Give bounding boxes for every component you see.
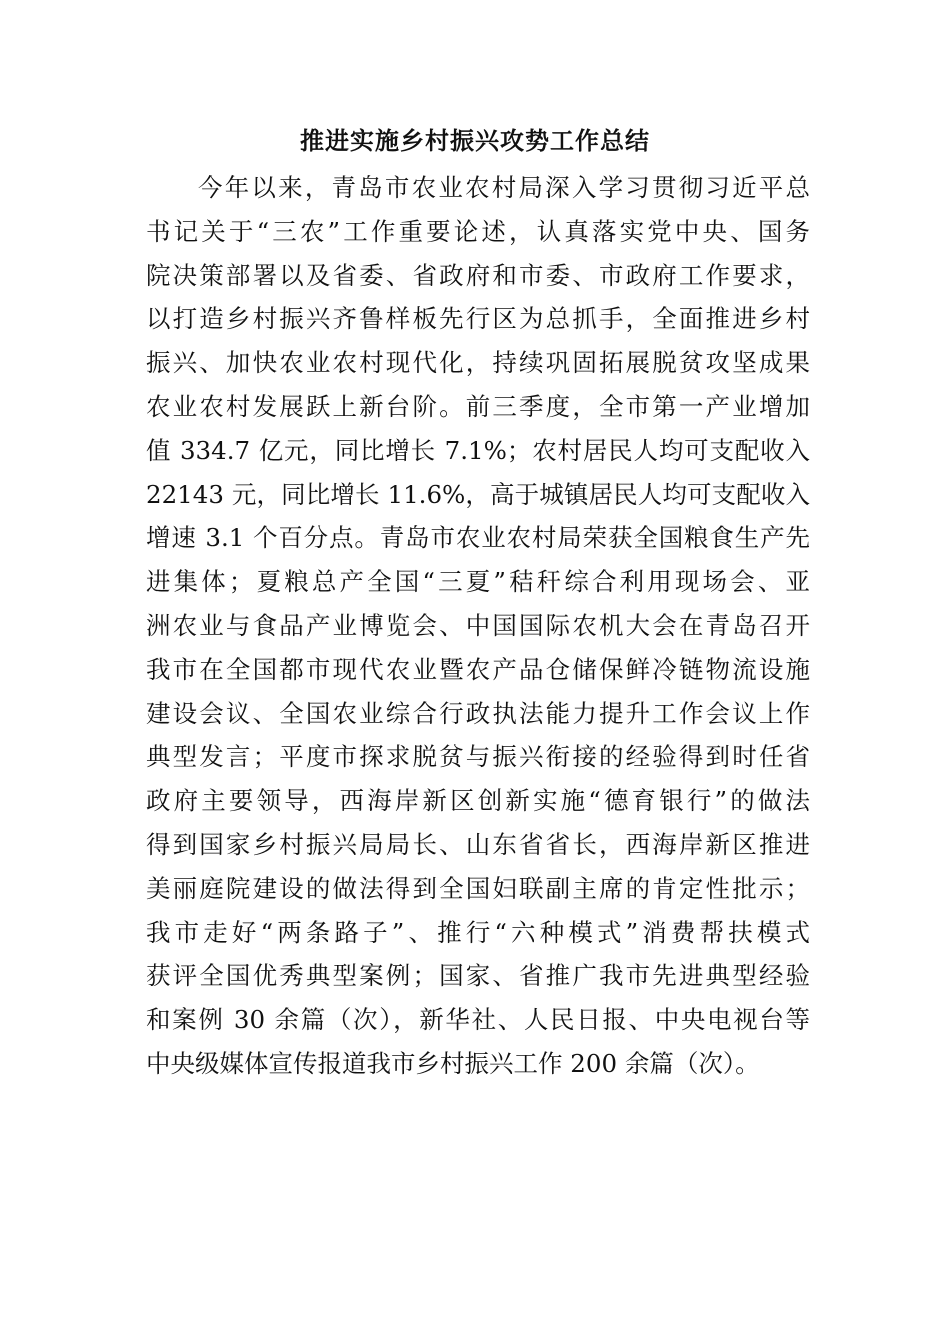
body-line: 以打造乡村振兴齐鲁样板先行区为总抓手，全面推进乡村 (146, 304, 810, 334)
body-line: 我市在全国都市现代农业暨农产品仓储保鲜冷链物流设施 (146, 654, 810, 684)
body-line: 和案例 30 余篇（次），新华社、人民日报、中央电视台等 (146, 1005, 810, 1035)
body-line: 今年以来，青岛市农业农村局深入学习贯彻习近平总 (198, 173, 810, 202)
body-line: 政府主要领导，西海岸新区创新实施“德育银行”的做法 (146, 786, 810, 816)
document-title: 推进实施乡村振兴攻势工作总结 (300, 127, 650, 155)
body-line: 增速 3.1 个百分点。青岛市农业农村局荣获全国粮食生产先 (146, 523, 810, 553)
body-line: 值 334.7 亿元，同比增长 7.1%；农村居民人均可支配收入 (146, 435, 810, 465)
body-line: 得到国家乡村振兴局局长、山东省省长，西海岸新区推进 (146, 829, 810, 859)
document-body (146, 166, 810, 1086)
body-line: 获评全国优秀典型案例；国家、省推广我市先进典型经验 (146, 961, 810, 991)
body-line: 振兴、加快农业农村现代化，持续巩固拓展脱贫攻坚成果 (146, 348, 810, 378)
body-line: 农业农村发展跃上新台阶。前三季度，全市第一产业增加 (146, 391, 810, 421)
body-line: 中央级媒体宣传报道我市乡村振兴工作 200 余篇（次）。 (146, 1048, 760, 1078)
body-line: 洲农业与食品产业博览会、中国国际农机大会在青岛召开 (146, 610, 810, 640)
body-line: 美丽庭院建设的做法得到全国妇联副主席的肯定性批示； (146, 873, 810, 903)
body-line: 进集体；夏粮总产全国“三夏”秸秆综合利用现场会、亚 (146, 567, 810, 597)
body-line: 22143 元，同比增长 11.6%，高于城镇居民人均可支配收入 (146, 479, 810, 509)
body-line: 建设会议、全国农业综合行政执法能力提升工作会议上作 (146, 698, 810, 728)
body-line: 典型发言；平度市探求脱贫与振兴衔接的经验得到时任省 (146, 742, 810, 772)
body-line: 书记关于“三农”工作重要论述，认真落实党中央、国务 (146, 216, 810, 246)
body-line: 院决策部署以及省委、省政府和市委、市政府工作要求， (146, 260, 810, 290)
body-line: 我市走好“两条路子”、推行“六种模式”消费帮扶模式 (146, 917, 810, 947)
